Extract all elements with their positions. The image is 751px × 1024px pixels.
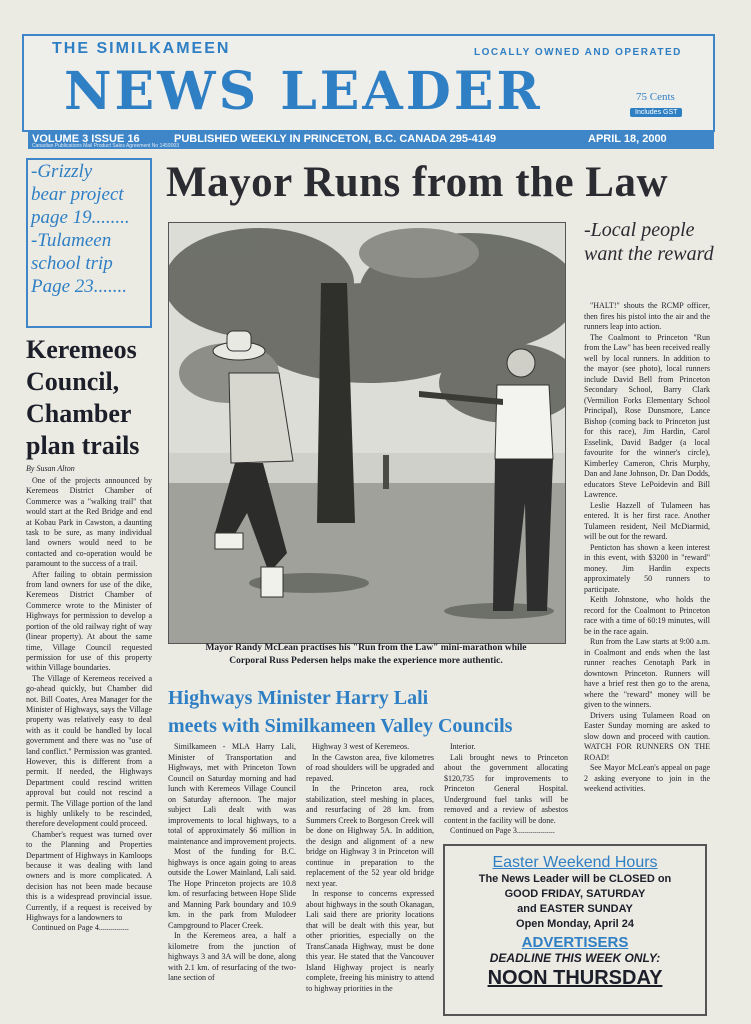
side-article-headline: -Local people want the reward — [584, 219, 714, 265]
price-label: 75 Cents — [636, 91, 675, 103]
left-article-body — [26, 476, 152, 934]
photo-illustration — [169, 223, 565, 643]
highways-headline — [168, 684, 568, 740]
continued-note: Continued on Page 3................... — [450, 826, 555, 835]
issue-date: APRIL 18, 2000 — [588, 133, 667, 145]
mail-agreement-note: Canadian Publications Mail Product Sales Agreement No 1459003 — [32, 143, 180, 149]
paragraph: Leslie Hazzell of Tulameen has entered. It is her first race. Another Tulameen resident, Neil McDiarmid, will be out for the reward. — [584, 500, 710, 541]
headline-line: meets with Similkameen Valley Councils — [168, 715, 513, 737]
advertisers-heading: ADVERTISERS — [521, 934, 629, 951]
highways-column-2 — [306, 742, 434, 994]
side-article-body — [584, 301, 710, 795]
teaser-line: bear project — [31, 184, 124, 205]
caption-line: Corporal Russ Pedersen helps make the experience more authentic. — [229, 656, 503, 666]
easter-hours-box — [443, 844, 707, 1016]
teaser-box — [26, 158, 152, 328]
paragraph: Lali brought news to Princeton about the government allocating $120,735 for improvements to Princeton General Hospital. Underground fuel tanks will be removed and a review of asbestos content in the facility will be done. — [444, 752, 568, 825]
highways-column-1 — [168, 742, 296, 984]
publication-location: PUBLISHED WEEKLY IN PRINCETON, B.C. CANADA 295-4149 — [174, 133, 497, 145]
paragraph: In the Keremeos area, a half a kilometre from the junction of highways 3 and 3A will be done, along with 2.1 km. of resurfacing of the two-lane section of — [168, 931, 296, 982]
publication-title: NEWS LEADER — [64, 61, 543, 122]
paragraph: See Mayor McLean's appeal on page 2 asking everyone to join in the weekend activities. — [584, 763, 710, 793]
headline-line: Highways Minister Harry Lali — [168, 687, 429, 709]
easter-title: Easter Weekend Hours — [492, 854, 658, 871]
gst-badge: Includes GST — [630, 108, 682, 117]
paragraph: Interior. — [450, 742, 476, 751]
paragraph: One of the projects announced by Keremeos District Chamber of Commerce was a "walking trail" that would start at the Red Bridge and end at Kobau Park in Cawston, a daunting task to be sure, as many individual land owners would need to be contacted and co-operation would be paramount to the success of a trail. — [26, 476, 152, 569]
paragraph: After failing to obtain permission from land owners for use of the dike, Keremeos District Chamber of Commerce wrote to the Minister of Highways for permission to develop a portion of the old railway right of way (linear property). At about the same time, Village Council requested permission for use of this property within Village boundaries. — [26, 569, 152, 673]
paragraph: Penticton has shown a keen interest in this event, with $3200 in "reward" money. Jim Hardin expects approximately 50 runners to participate. — [584, 542, 710, 594]
paragraph: In response to concerns expressed about highways in the south Okanagan, Lali said there are priority locations that will be dealt with this year, but other priorities, especially on the TransCanada Highway, must be done this year. He stated that the Vancouver Island Highway project is nearly complete, freeing his ministry to attend to highway priorities in the — [306, 889, 434, 993]
paragraph: Chamber's request was turned over to the Planning and Properties Department of Highways in Kamloops because it was dealing with land owners and is more complicated. A decision has not been made because this is a widespread provincial issue. Currently, if a request is received by Highways for a landowners to — [26, 829, 152, 923]
teaser-line: -Grizzly — [31, 161, 93, 182]
highways-column-3 — [444, 742, 568, 837]
teaser-line: page 19........ — [31, 207, 130, 228]
easter-line: Open Monday, April 24 — [516, 918, 634, 930]
paragraph: In the Cawston area, five kilometres of road shoulders will be upgraded and repaved. — [306, 752, 434, 783]
paragraph: The Coalmont to Princeton "Run from the Law" has been received really well by local runners. In addition to the mayor (see photo), local runners include David Bell from Princeton Secondary School, Barry Clark (Vermilion Forks Elementary School Principal), Rose Dunsmore, Lance Bishop (coming back to Princeton just for this race), Jim Hardin, Carol Esselink, David Badger (a local favourite for the winner's circle), Kimberley Cameron, Chris Murphy, Dan and Jane Johnson, Dr. Dan Dodds, educators Steve LePoidevin and Bill Lawrence. — [584, 332, 710, 499]
volume-issue: VOLUME 3 ISSUE 16 — [32, 133, 140, 145]
publication-subtitle: THE SIMILKAMEEN — [52, 40, 231, 57]
paragraph: "HALT!" shouts the RCMP officer, then fires his pistol into the air and the runners leap into action. — [584, 301, 710, 331]
photo-caption — [172, 642, 560, 668]
easter-line: The News Leader will be CLOSED on — [478, 873, 672, 885]
teaser-line: school trip — [31, 253, 113, 274]
paragraph: Highway 3 west of Keremeos. — [312, 742, 410, 751]
deadline-line: DEADLINE THIS WEEK ONLY: — [489, 951, 661, 965]
deadline-time: NOON THURSDAY — [487, 967, 663, 989]
caption-line: Mayor Randy McLean practises his "Run from the Law" mini-marathon while — [205, 643, 527, 653]
continued-note: Continued on Page 4............... — [32, 923, 129, 933]
paragraph: Drivers using Tulameen Road on Easter Sunday morning are asked to slow down and proceed with caution. WATCH FOR RUNNERS ON THE ROAD! — [584, 710, 710, 762]
easter-line: and EASTER SUNDAY — [517, 903, 633, 915]
main-headline: Mayor Runs from the Law — [166, 159, 669, 206]
main-photo — [168, 222, 566, 644]
paragraph: The Village of Keremeos received a go-ahead quickly, but Chamber did not. Bill Coates, Area Manager for the Minister of Highways, says the Village property was relatively easy to deal with as it could be handled by local government and there was no "use of land conflict." Permission was granted. However, this is different from a permit. If needed, the Highways Department could rescind written approval but could not rescind a permit. The Village portion of the land is highly unlikely to be rescinded, therefore development could proceed. — [26, 673, 152, 829]
byline: By Susan Alton — [26, 464, 75, 473]
teaser-line: Page 23....... — [31, 276, 128, 297]
masthead-tagline: LOCALLY OWNED AND OPERATED — [474, 47, 682, 58]
paragraph: Run from the Law starts at 9:00 a.m. in Coalmont and ends when the last runner reaches Cenotaph Park in downtown Princeton. Runners will have a brief rest then go to the arena, where the "reward" money will be given to the winners. — [584, 637, 710, 709]
paragraph: In the Princeton area, rock stabilization, steel meshing in places, and resurfacing of 28 km. from Summers Creek to Borgeson Creek will be done on Highway 5A. In addition, the design and alignment of a new bridge on Highway 3 in Princeton will continue in preparation to the replacement of the 52 year old bridge next year. — [306, 784, 434, 888]
paragraph: Keith Johnstone, who holds the record for the Coalmont to Princeton race with a time of 60:19 minutes, will be in the race again. — [584, 595, 710, 636]
teaser-line: -Tulameen — [31, 230, 112, 251]
left-article-headline: Keremeos Council, Chamber plan trails — [26, 335, 140, 460]
paragraph: Most of the funding for B.C. highways is once again going to areas outside the Lower Mainland, Lali said. The Hope Princeton projects are 10.8 km. of resurfacing between Hope Slide and Manning Park boundary and 10.9 km. in the park from Mulodeer Campground to Placer Creek. — [168, 847, 296, 930]
paragraph: Similkameen - MLA Harry Lali, Minister of Transportation and Highways, met with Princeton Town Council on Saturday morning and had lunch with Keremeos Village Council on Saturday afternoon. The major subject Lali dealt with was improvements to local highways, to a total of approximately $6 million in maintenance and improvement projects. — [168, 742, 296, 846]
easter-line: GOOD FRIDAY, SATURDAY — [504, 888, 646, 900]
